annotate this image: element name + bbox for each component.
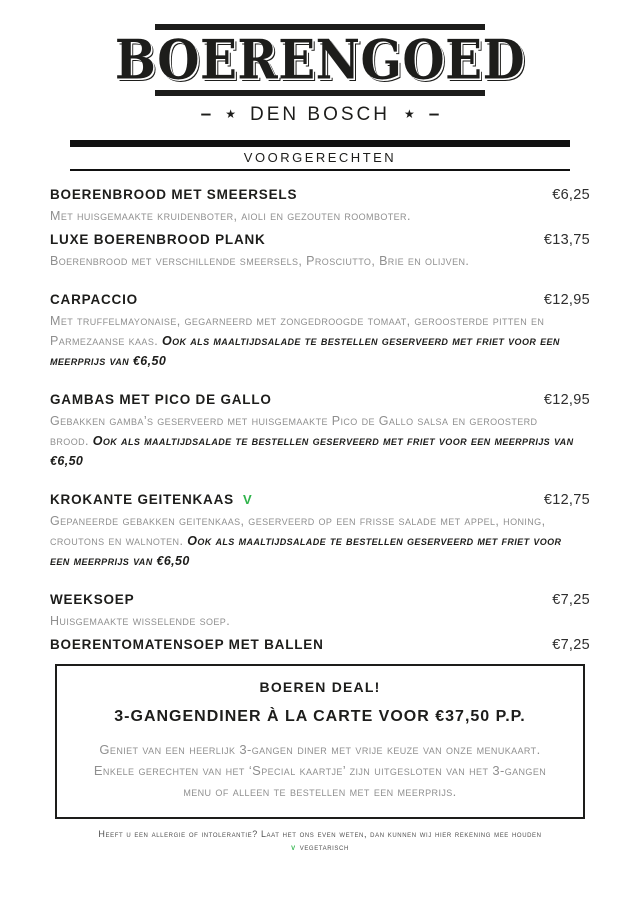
menu-item-name-wrap [50, 591, 134, 609]
menu-item [50, 291, 590, 371]
menu-item-header [50, 391, 590, 409]
section-title: VOORGERECHTEN [243, 150, 397, 165]
menu-item-header [50, 186, 590, 204]
location-row [0, 104, 640, 126]
vegetarian-note [0, 842, 640, 852]
menu-item-name: CARPACCIO [50, 292, 138, 307]
menu-item-price: €7,25 [552, 637, 590, 653]
menu-item-name-wrap [50, 636, 324, 654]
menu-item-description [50, 411, 590, 471]
menu-item-description [50, 311, 590, 371]
description-text: Boerenbrood met verschillende smeersels, Prosciutto, Brie en olijven. [50, 254, 470, 268]
description-text: Gepaneerde gebakken geitenkaas, geserveerd op een frisse salade met appel, honing, croutons en walnoten. [50, 514, 546, 548]
menu-item-description [50, 206, 590, 226]
vegetarian-label: vegetarisch [299, 842, 349, 852]
star-icon: ★ [403, 107, 415, 121]
restaurant-logo: BOERENGOED [114, 27, 526, 92]
page-footer [0, 829, 640, 852]
menu-item-name: GAMBAS MET PICO DE GALLO [50, 392, 272, 407]
menu-item [50, 186, 590, 226]
vegetarian-marker-icon: v [291, 842, 296, 852]
description-emphasis: Ook als maaltijdsalade te bestellen geserveerd met friet voor een meerprijs van €6,50 [50, 334, 560, 368]
menu-item-name-wrap [50, 231, 266, 249]
menu-item-description [50, 511, 590, 571]
menu-item-price: €12,95 [543, 392, 590, 408]
dash-decoration: – [200, 104, 212, 125]
vegetarian-icon: V [242, 492, 252, 507]
description-text: Gebakken gamba’s geserveerd met huisgemaakte Pico de Gallo salsa en geroosterd brood. [50, 414, 538, 448]
description-text: Met huisgemaakte kruidenboter, aioli en gezouten roomboter. [50, 209, 411, 223]
menu-item-name: BOERENTOMATENSOEP MET BALLEN [50, 637, 324, 652]
menu-item-price: €6,25 [552, 187, 590, 203]
description-text: Huisgemaakte wisselende soep. [50, 614, 231, 628]
menu-item [50, 636, 590, 654]
description-text: Met truffelmayonaise, gegarneerd met zongedroogde tomaat, geroosterde pitten en Parmezaanse kaas. [50, 314, 545, 348]
deal-title: BOEREN DEAL! [259, 679, 381, 695]
menu-item-header [50, 231, 590, 249]
section-rule-thick [70, 140, 570, 147]
masthead [0, 0, 640, 126]
location-name: DEN BOSCH [250, 104, 390, 125]
menu-item-header [50, 591, 590, 609]
menu-item-description [50, 611, 590, 631]
menu-item-header [50, 291, 590, 309]
menu-item-price: €7,25 [552, 592, 590, 608]
deal-box [55, 664, 585, 819]
menu-item-price: €13,75 [543, 232, 590, 248]
menu-item-name: WEEKSOEP [50, 592, 135, 607]
section-rule-thin [70, 169, 570, 171]
allergy-note: Heeft u een allergie of intolerantie? Laat het ons even weten, dan kunnen wij hier rekening mee houden [98, 829, 542, 839]
menu-items [50, 186, 590, 654]
menu-item-header [50, 636, 590, 654]
dash-decoration: – [428, 104, 440, 125]
menu-item-name: KROKANTE GEITENKAAS [50, 492, 234, 507]
menu-item-name: LUXE BOERENBROOD PLANK [50, 232, 266, 247]
section-header [70, 140, 570, 171]
menu-item-name-wrap [50, 186, 297, 204]
description-emphasis: Ook als maaltijdsalade te bestellen geserveerd met friet voor een meerprijs van €6,50 [50, 434, 574, 468]
description-emphasis: Ook als maaltijdsalade te bestellen geserveerd met friet voor een meerprijs van €6,50 [50, 534, 562, 568]
menu-item-price: €12,95 [543, 292, 590, 308]
menu-item-description [50, 251, 590, 271]
deal-body: Geniet van een heerlijk 3-gangen diner met vrije keuze van onze menukaart. Enkele gerechten van het ‘Special kaartje’ zijn uitgesloten van het 3-gangen menu of alleen te bestellen met een meerprijs. [93, 742, 547, 799]
menu-item-name-wrap [50, 391, 272, 409]
deal-subtitle: 3-GANGENDINER À LA CARTE VOOR €37,50 P.P. [114, 708, 526, 725]
menu-item-header [50, 491, 590, 509]
menu-item [50, 591, 590, 631]
menu-item-name: BOERENBROOD MET SMEERSELS [50, 187, 298, 202]
menu-item [50, 231, 590, 271]
menu-item-price: €12,75 [543, 492, 590, 508]
menu-item-name-wrap [50, 291, 138, 309]
star-icon: ★ [225, 107, 237, 121]
menu-item-name-wrap [50, 491, 252, 509]
menu-item [50, 391, 590, 471]
menu-item [50, 491, 590, 571]
